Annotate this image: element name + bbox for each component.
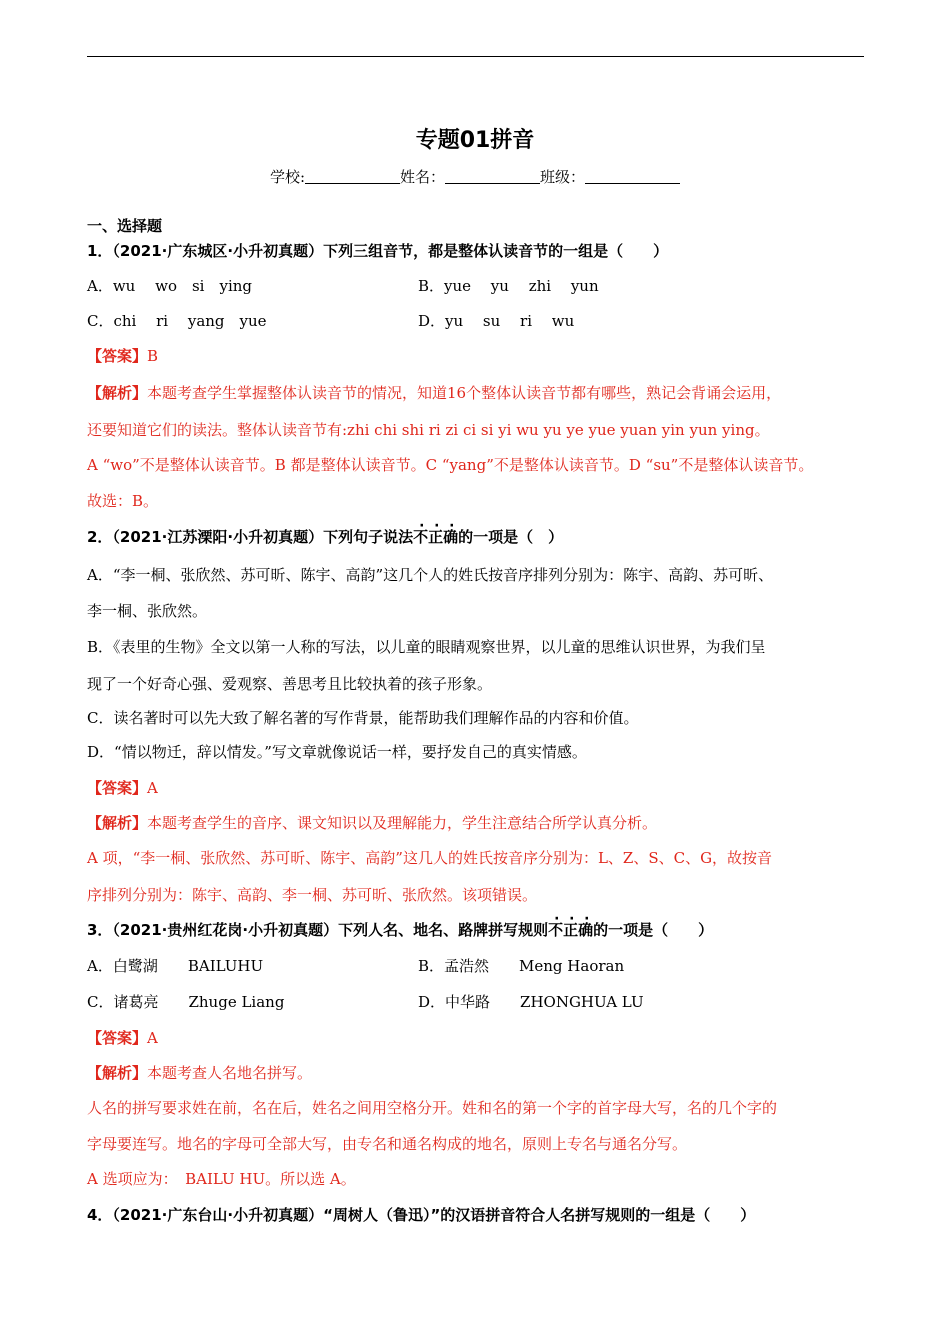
q3-option-d: D．中华路 ZHONGHUA LU xyxy=(418,993,644,1011)
q2-option-b-line-2: 现了一个好奇心强、爱观察、善思考且比较执着的孩子形象。 xyxy=(87,675,493,693)
analysis-text: 本题考查学生掌握整体认读音节的情况，知道16个整体认读音节都有哪些，熟记会背诵会运用， xyxy=(147,384,782,402)
q3-analysis-line-1 xyxy=(87,1063,867,1083)
emphasis-char: 正 xyxy=(428,528,444,546)
analysis-text: 本题考查人名地名拼写。 xyxy=(147,1064,313,1082)
question-2 xyxy=(87,527,867,547)
q3-option-a: A．白鹭湖 BAILUHU xyxy=(87,957,264,975)
q1-option-a: A．wu wo si ying xyxy=(87,277,253,295)
q2-option-b-line-1: B．《表里的生物》全文以第一人称的写法，以儿童的眼睛观察世界，以儿童的思维认识世界，为我们呈 xyxy=(87,638,766,656)
student-info xyxy=(0,166,950,187)
question-1: 1．（2021·广东城区·小升初真题）下列三组音节，都是整体认读音节的一组是（ ） xyxy=(87,242,669,260)
question-text: 的一项是（ ） xyxy=(593,921,714,939)
school-label: 学校: xyxy=(269,168,306,186)
q3-analysis-line-2: 人名的拼写要求姓在前，名在后，姓名之间用空格分开。姓和名的第一个字的首字母大写，名的几个字的 xyxy=(87,1099,778,1117)
answer-tag: 【答案】 xyxy=(87,1029,148,1047)
analysis-tag: 【解析】 xyxy=(87,384,148,402)
q2-option-a-line-2: 李一桐、张欣然。 xyxy=(87,602,208,620)
analysis-text: 本题考查学生的音序、课文知识以及理解能力，学生注意结合所学认真分析。 xyxy=(147,814,658,832)
q3-option-b: B．孟浩然 Meng Haoran xyxy=(418,957,625,975)
q1-option-c: C．chi ri yang yue xyxy=(87,312,267,330)
question-text: 3．（2021·贵州红花岗·小升初真题）下列人名、地名、路牌拼写规则 xyxy=(87,921,549,939)
q2-analysis-line-1 xyxy=(87,813,867,833)
q3-answer xyxy=(87,1028,867,1048)
q1-analysis-line-2: 还要知道它们的读法。整体认读音节有:zhi chi shi ri zi ci si yi wu yu ye yue yuan yin yun ying。 xyxy=(87,421,770,439)
q1-analysis-line-4: 故选：B。 xyxy=(87,492,159,510)
page-title: 专题01拼音 xyxy=(415,128,535,153)
q2-answer xyxy=(87,778,867,798)
class-blank xyxy=(585,168,680,184)
question-3 xyxy=(87,920,867,940)
q1-analysis-line-3: A “wo”不是整体认读音节。B 都是整体认读音节。C “yang”不是整体认读音节。D “su”不是整体认读音节。 xyxy=(87,456,814,474)
answer-value: A xyxy=(147,1029,158,1047)
section-heading: 一、选择题 xyxy=(87,217,163,235)
emphasis-char: 确 xyxy=(578,921,594,939)
q3-option-c: C．诸葛亮 Zhuge Liang xyxy=(87,993,285,1011)
header-rule xyxy=(87,56,864,57)
q2-option-a-line-1: A．“李一桐、张欣然、苏可昕、陈宇、高韵”这几个人的姓氏按音序排列分别为：陈宇、高韵、苏可昕、 xyxy=(87,566,774,584)
q2-analysis-line-2: A 项，“李一桐、张欣然、苏可昕、陈宇、高韵”这几人的姓氏按音序分别为：L、Z、S、C、G，故按音 xyxy=(87,849,773,867)
name-blank xyxy=(445,168,540,184)
analysis-tag: 【解析】 xyxy=(87,814,148,832)
emphasis-char: 正 xyxy=(563,921,579,939)
emphasis-char: 不 xyxy=(548,921,564,939)
school-blank xyxy=(305,168,400,184)
q3-analysis-line-4: A 选项应为： BAILU HU。所以选 A。 xyxy=(87,1170,356,1188)
analysis-tag: 【解析】 xyxy=(87,1064,148,1082)
q2-analysis-line-3: 序排列分别为：陈宇、高韵、李一桐、苏可昕、张欣然。该项错误。 xyxy=(87,886,538,904)
answer-value: A xyxy=(147,779,158,797)
class-label: 班级： xyxy=(540,168,586,186)
question-text: 2．（2021·江苏溧阳·小升初真题）下列句子说法 xyxy=(87,528,414,546)
emphasis-char: 确 xyxy=(443,528,459,546)
answer-tag: 【答案】 xyxy=(87,347,148,365)
answer-value: B xyxy=(147,347,159,365)
q3-analysis-line-3: 字母要连写。地名的字母可全部大写，由专名和通名构成的地名，原则上专名与通名分写。 xyxy=(87,1135,688,1153)
question-text: 的一项是（ ） xyxy=(458,528,564,546)
answer-tag: 【答案】 xyxy=(87,779,148,797)
q1-option-b: B．yue yu zhi yun xyxy=(418,277,599,295)
q2-option-d: D．“情以物迁，辞以情发。”写文章就像说话一样，要抒发自己的真实情感。 xyxy=(87,743,587,761)
q1-answer xyxy=(87,346,867,366)
name-label: 姓名： xyxy=(400,168,446,186)
question-4: 4．（2021·广东台山·小升初真题）“周树人（鲁迅）”的汉语拼音符合人名拼写规则的一组是（ ） xyxy=(87,1206,756,1224)
q2-option-c: C．读名著时可以先大致了解名著的写作背景，能帮助我们理解作品的内容和价值。 xyxy=(87,709,639,727)
q1-analysis-line-1 xyxy=(87,383,867,403)
emphasis-char: 不 xyxy=(413,528,429,546)
q1-option-d: D．yu su ri wu xyxy=(418,312,575,330)
